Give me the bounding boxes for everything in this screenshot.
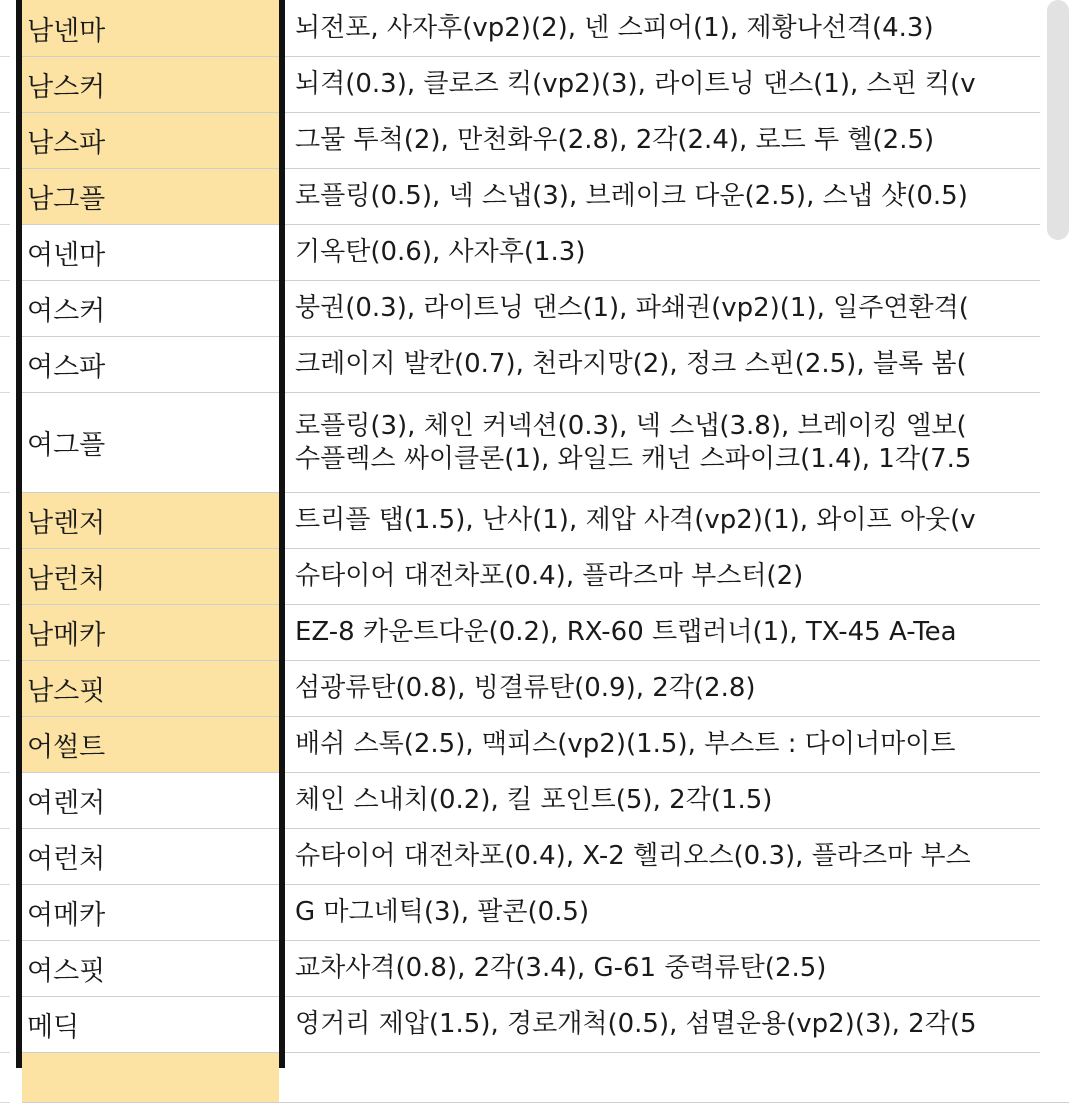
class-name-cell[interactable]: 남스파 <box>22 113 279 168</box>
skills-text: 로플링(0.5), 넥 스냅(3), 브레이크 다운(2.5), 스냅 샷(0.5) <box>295 181 968 212</box>
class-name-cell[interactable]: 남렌저 <box>22 493 279 548</box>
table-row <box>22 773 1069 829</box>
table-row <box>22 1053 1069 1103</box>
row-gutter-tick <box>0 56 10 57</box>
class-name-cell[interactable]: 남런처 <box>22 549 279 604</box>
skills-text: 섬광류탄(0.8), 빙결류탄(0.9), 2각(2.8) <box>295 673 756 704</box>
skills-cell[interactable] <box>285 393 1037 492</box>
skills-text: EZ-8 카운트다운(0.2), RX-60 트랩러너(1), TX-45 A-Tea <box>295 617 957 648</box>
row-gutter-tick <box>0 716 10 717</box>
skills-text: 크레이지 발칸(0.7), 천라지망(2), 정크 스핀(2.5), 블록 봄( <box>295 349 967 380</box>
table-row <box>22 225 1069 281</box>
class-name-cell[interactable]: 남그플 <box>22 169 279 224</box>
class-name-cell[interactable]: 여그플 <box>27 430 106 461</box>
row-gutter-tick <box>0 112 10 113</box>
table-row <box>22 829 1069 885</box>
skills-text: 슈타이어 대전차포(0.4), 플라즈마 부스터(2) <box>295 561 804 592</box>
row-gutter-tick <box>0 940 10 941</box>
row-gutter-tick <box>0 604 10 605</box>
table-row <box>22 337 1069 393</box>
row-header-gutter <box>0 0 16 1068</box>
skills-cell[interactable] <box>285 549 1037 604</box>
class-name-cell[interactable]: 여렌저 <box>27 788 106 819</box>
table-row <box>22 605 1069 661</box>
table-row <box>22 661 1069 717</box>
skills-cell[interactable] <box>285 225 1037 280</box>
row-gutter-tick <box>0 548 10 549</box>
class-name-cell[interactable]: 남메카 <box>22 605 279 660</box>
class-name-cell[interactable]: 여스파 <box>27 352 106 383</box>
row-gutter-tick <box>0 280 10 281</box>
skills-text: 체인 스내치(0.2), 킬 포인트(5), 2각(1.5) <box>295 785 773 816</box>
row-gutter-tick <box>0 828 10 829</box>
skills-cell[interactable] <box>285 605 1037 660</box>
row-gutter-tick <box>0 336 10 337</box>
table-row <box>22 57 1069 113</box>
skills-text: 수플렉스 싸이클론(1), 와일드 캐넌 스파이크(1.4), 1각(7.5 <box>295 443 972 474</box>
table-row <box>22 717 1069 773</box>
row-gutter-tick <box>0 996 10 997</box>
table-row <box>22 0 1069 57</box>
table-row <box>22 997 1069 1053</box>
skills-cell[interactable] <box>285 717 1037 772</box>
skills-cell[interactable] <box>285 941 1037 996</box>
skills-text: 배쉬 스톡(2.5), 맥피스(vp2)(1.5), 부스트 : 다이너마이트 <box>295 729 956 760</box>
class-name-cell[interactable]: 어썰트 <box>22 717 279 772</box>
class-name-cell[interactable]: 여넨마 <box>27 240 106 271</box>
row-gutter-tick <box>0 660 10 661</box>
row-gutter-tick <box>0 224 10 225</box>
skills-text: 그물 투척(2), 만천화우(2.8), 2각(2.4), 로드 투 헬(2.5) <box>295 125 935 156</box>
skills-text: G 마그네틱(3), 팔콘(0.5) <box>295 897 590 928</box>
skills-cell[interactable] <box>285 281 1037 336</box>
skills-text: 기옥탄(0.6), 사자후(1.3) <box>295 237 586 268</box>
skills-cell[interactable] <box>285 493 1037 548</box>
skills-text: 로플링(3), 체인 커넥션(0.3), 넥 스냅(3.8), 브레이킹 엘보( <box>295 410 967 441</box>
skills-cell[interactable] <box>285 113 1037 168</box>
skills-text: 영거리 제압(1.5), 경로개척(0.5), 섬멸운용(vp2)(3), 2각(5 <box>295 1009 977 1040</box>
skills-cell[interactable] <box>285 0 1037 56</box>
table-row <box>22 549 1069 605</box>
skills-cell[interactable] <box>285 829 1037 884</box>
table-row <box>22 493 1069 549</box>
skills-text: 뇌전포, 사자후(vp2)(2), 넨 스피어(1), 제황나선격(4.3) <box>295 12 934 43</box>
skills-text: 뇌격(0.3), 클로즈 킥(vp2)(3), 라이트닝 댄스(1), 스핀 킥(v <box>295 69 976 100</box>
skills-cell[interactable] <box>285 1053 1037 1102</box>
class-name-cell[interactable] <box>22 1053 279 1102</box>
skills-cell[interactable] <box>285 661 1037 716</box>
skills-text: 슈타이어 대전차포(0.4), X-2 헬리오스(0.3), 플라즈마 부스 <box>295 841 971 872</box>
class-name-cell[interactable]: 여메카 <box>27 900 106 931</box>
row-gutter-tick <box>0 884 10 885</box>
row-gutter-tick <box>0 772 10 773</box>
row-gutter-tick <box>0 1052 10 1053</box>
skills-text: 트리플 탭(1.5), 난사(1), 제압 사격(vp2)(1), 와이프 아웃(v <box>295 505 976 536</box>
class-name-cell[interactable]: 여스커 <box>27 296 106 327</box>
row-gutter-tick <box>0 168 10 169</box>
skills-cell[interactable] <box>285 773 1037 828</box>
column-divider <box>279 0 285 1068</box>
table-row <box>22 281 1069 337</box>
skills-cell[interactable] <box>285 169 1037 224</box>
class-name-cell[interactable]: 여런처 <box>27 844 106 875</box>
table-row <box>22 885 1069 941</box>
skills-cell[interactable] <box>285 885 1037 940</box>
skills-cell[interactable] <box>285 997 1037 1052</box>
class-name-cell[interactable]: 메딕 <box>27 1012 80 1043</box>
class-name-cell[interactable]: 여스핏 <box>27 956 106 987</box>
row-gutter-tick <box>0 492 10 493</box>
skills-cell[interactable] <box>285 57 1037 112</box>
skills-cell[interactable] <box>285 337 1037 392</box>
class-name-cell[interactable]: 남스핏 <box>22 661 279 716</box>
row-gutter-tick <box>0 392 10 393</box>
skills-text: 교차사격(0.8), 2각(3.4), G-61 중력류탄(2.5) <box>295 953 827 984</box>
class-name-cell[interactable]: 남스커 <box>22 57 279 112</box>
vertical-scrollbar-thumb[interactable] <box>1047 0 1069 240</box>
table-row <box>22 113 1069 169</box>
class-name-cell[interactable]: 남넨마 <box>22 0 279 56</box>
table-row <box>22 393 1069 493</box>
table-row <box>22 941 1069 997</box>
skills-text: 붕권(0.3), 라이트닝 댄스(1), 파쇄권(vp2)(1), 일주연환격( <box>295 293 969 324</box>
table-row <box>22 169 1069 225</box>
left-column-border <box>16 0 22 1068</box>
